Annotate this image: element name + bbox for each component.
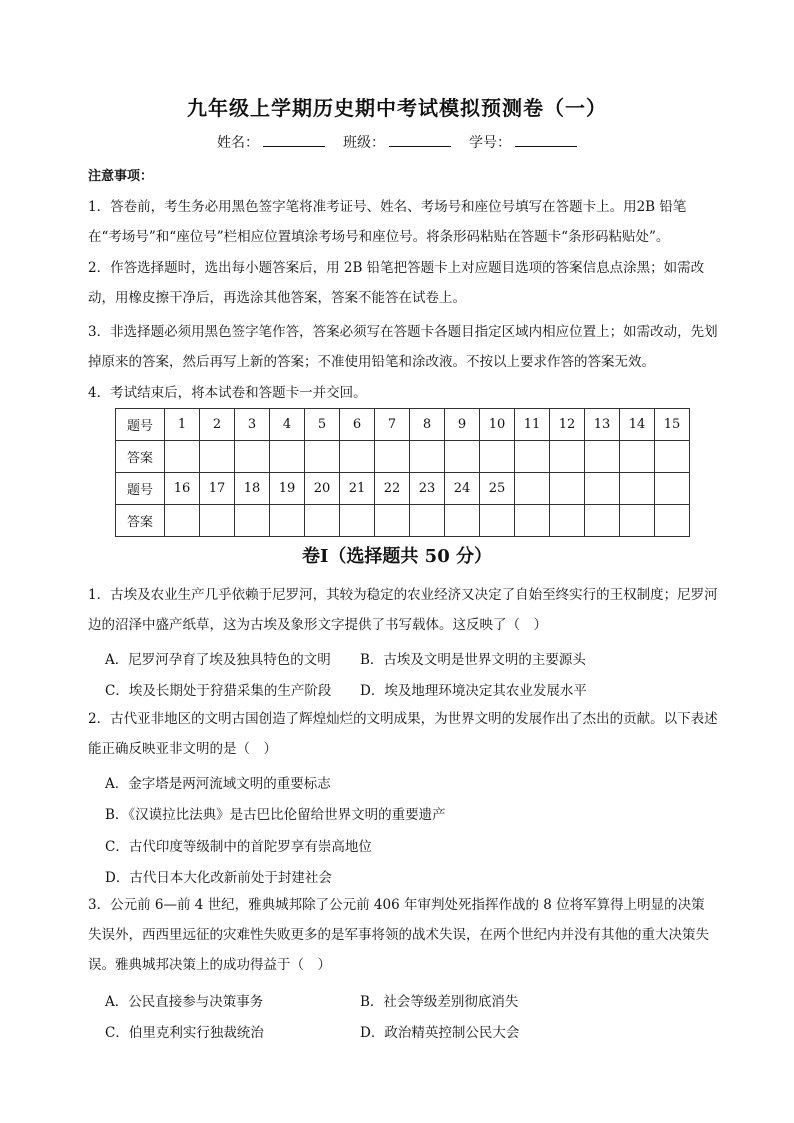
num-cell — [655, 473, 690, 505]
num-cell: 24 — [445, 473, 480, 505]
answer-cell[interactable] — [655, 505, 690, 537]
answer-cell[interactable] — [410, 505, 445, 537]
table-row — [116, 441, 690, 473]
num-cell: 25 — [480, 473, 515, 505]
answer-header: 答案 — [116, 505, 165, 537]
student-info — [0, 132, 794, 152]
question-3-stem: 3．公元前 6—前 4 世纪，雅典城邦除了公元前 406 年审判处死指挥作战的 8 位将军算得上明显的决策失误外，西西里远征的灾难性失败更多的是军事将领的战术失误，在两个世纪内并没有其他的重大决策失误。雅典城邦决策上的成功得益于（ ） — [88, 897, 709, 973]
answer-cell[interactable] — [200, 505, 235, 537]
class-label: 班级： — [343, 135, 385, 151]
num-cell: 6 — [340, 409, 375, 441]
num-cell: 18 — [235, 473, 270, 505]
answer-cell[interactable] — [165, 441, 200, 473]
num-cell: 23 — [410, 473, 445, 505]
answer-cell[interactable] — [585, 441, 620, 473]
answer-cell[interactable] — [655, 441, 690, 473]
question-2-option-d[interactable]: D．古代日本大化改新前处于封建社会 — [105, 870, 332, 886]
answer-cell[interactable] — [340, 505, 375, 537]
note-4: 4．考试结束后，将本试卷和答题卡一并交回。 — [88, 385, 367, 401]
num-cell: 1 — [165, 409, 200, 441]
answer-cell[interactable] — [375, 441, 410, 473]
num-cell: 2 — [200, 409, 235, 441]
num-cell: 10 — [480, 409, 515, 441]
question-3-option-c[interactable]: C．伯里克利实行独裁统治 — [105, 1025, 264, 1041]
section-title: 卷Ⅰ（选择题共 50 分） — [301, 546, 492, 567]
answer-cell[interactable] — [305, 505, 340, 537]
note-3: 3．非选择题必须用黑色签字笔作答，答案必须写在答题卡各题目指定区域内相应位置上；如需改动，先划掉原来的答案，然后再写上新的答案；不准使用铅笔和涂改液。不按以上要求作答的答案无效。 — [88, 324, 718, 370]
exam-title: 九年级上学期历史期中考试模拟预测卷（一） — [187, 96, 607, 120]
num-cell — [585, 473, 620, 505]
table-row — [116, 505, 690, 537]
num-cell: 9 — [445, 409, 480, 441]
num-cell — [620, 473, 655, 505]
answer-cell[interactable] — [480, 441, 515, 473]
question-2-option-c[interactable]: C．古代印度等级制中的首陀罗享有崇高地位 — [105, 839, 372, 855]
num-cell: 15 — [655, 409, 690, 441]
answer-cell[interactable] — [410, 441, 445, 473]
answer-cell[interactable] — [550, 505, 585, 537]
num-header: 题号 — [116, 473, 165, 505]
answer-cell[interactable] — [445, 505, 480, 537]
question-2-stem: 2．古代亚非地区的文明古国创造了辉煌灿烂的文明成果，为世界文明的发展作出了杰出的贡献。以下表述能正确反映亚非文明的是（ ） — [88, 711, 718, 757]
num-cell — [515, 473, 550, 505]
class-blank[interactable] — [389, 133, 451, 147]
answer-cell[interactable] — [340, 441, 375, 473]
answer-header: 答案 — [116, 441, 165, 473]
question-1-option-a[interactable]: A．尼罗河孕育了埃及独具特色的文明 — [105, 652, 331, 668]
answer-cell[interactable] — [270, 505, 305, 537]
answer-cell[interactable] — [515, 441, 550, 473]
num-header: 题号 — [116, 409, 165, 441]
answer-cell[interactable] — [235, 505, 270, 537]
answer-cell[interactable] — [515, 505, 550, 537]
num-cell: 8 — [410, 409, 445, 441]
num-cell: 21 — [340, 473, 375, 505]
answer-cell[interactable] — [550, 441, 585, 473]
answer-cell[interactable] — [620, 441, 655, 473]
question-2-option-a[interactable]: A．金字塔是两河流域文明的重要标志 — [105, 776, 331, 792]
num-cell: 5 — [305, 409, 340, 441]
answer-cell[interactable] — [165, 505, 200, 537]
note-1: 1．答卷前，考生务必用黑色签字笔将准考证号、姓名、考场号和座位号填写在答题卡上。用2B 铅笔在“考场号”和“座位号”栏相应位置填涂考场号和座位号。将条形码粘贴在答题卡“条形码粘贴处”。 — [88, 199, 687, 245]
question-1-option-d[interactable]: D．埃及地理环境决定其农业发展水平 — [360, 683, 587, 699]
question-3-option-b[interactable]: B．社会等级差别彻底消失 — [360, 994, 519, 1010]
num-cell: 3 — [235, 409, 270, 441]
note-2: 2．作答选择题时，选出每小题答案后，用 2B 铅笔把答题卡上对应题目选项的答案信息点涂黑；如需改动，用橡皮擦干净后，再选涂其他答案，答案不能答在试卷上。 — [88, 260, 705, 306]
num-cell: 19 — [270, 473, 305, 505]
num-cell: 17 — [200, 473, 235, 505]
answer-table — [115, 408, 690, 537]
question-2-option-b[interactable]: B．《汉谟拉比法典》是古巴比伦留给世界文明的重要遗产 — [105, 807, 446, 823]
num-cell: 20 — [305, 473, 340, 505]
num-cell: 7 — [375, 409, 410, 441]
table-row — [116, 473, 690, 505]
num-cell: 16 — [165, 473, 200, 505]
notes-heading: 注意事项： — [88, 169, 154, 184]
answer-cell[interactable] — [480, 505, 515, 537]
answer-cell[interactable] — [270, 441, 305, 473]
num-cell: 11 — [515, 409, 550, 441]
num-cell: 13 — [585, 409, 620, 441]
num-cell — [550, 473, 585, 505]
answer-cell[interactable] — [585, 505, 620, 537]
num-cell: 4 — [270, 409, 305, 441]
num-cell: 12 — [550, 409, 585, 441]
question-1-stem: 1．古埃及农业生产几乎依赖于尼罗河，其较为稳定的农业经济又决定了自始至终实行的王权制度；尼罗河边的沼泽中盛产纸草，这为古埃及象形文字提供了书写载体。这反映了（ ） — [88, 587, 718, 633]
answer-cell[interactable] — [445, 441, 480, 473]
question-1-option-c[interactable]: C．埃及长期处于狩猎采集的生产阶段 — [105, 683, 332, 699]
id-blank[interactable] — [515, 133, 577, 147]
name-label: 姓名： — [217, 135, 259, 151]
answer-cell[interactable] — [375, 505, 410, 537]
answer-cell[interactable] — [235, 441, 270, 473]
answer-cell[interactable] — [305, 441, 340, 473]
question-3-option-d[interactable]: D．政治精英控制公民大会 — [360, 1025, 520, 1041]
num-cell: 22 — [375, 473, 410, 505]
question-3-option-a[interactable]: A．公民直接参与决策事务 — [105, 994, 264, 1010]
answer-cell[interactable] — [620, 505, 655, 537]
table-row — [116, 409, 690, 441]
question-1-option-b[interactable]: B．古埃及文明是世界文明的主要源头 — [360, 652, 586, 668]
id-label: 学号： — [469, 135, 511, 151]
answer-cell[interactable] — [200, 441, 235, 473]
name-blank[interactable] — [263, 133, 325, 147]
num-cell: 14 — [620, 409, 655, 441]
